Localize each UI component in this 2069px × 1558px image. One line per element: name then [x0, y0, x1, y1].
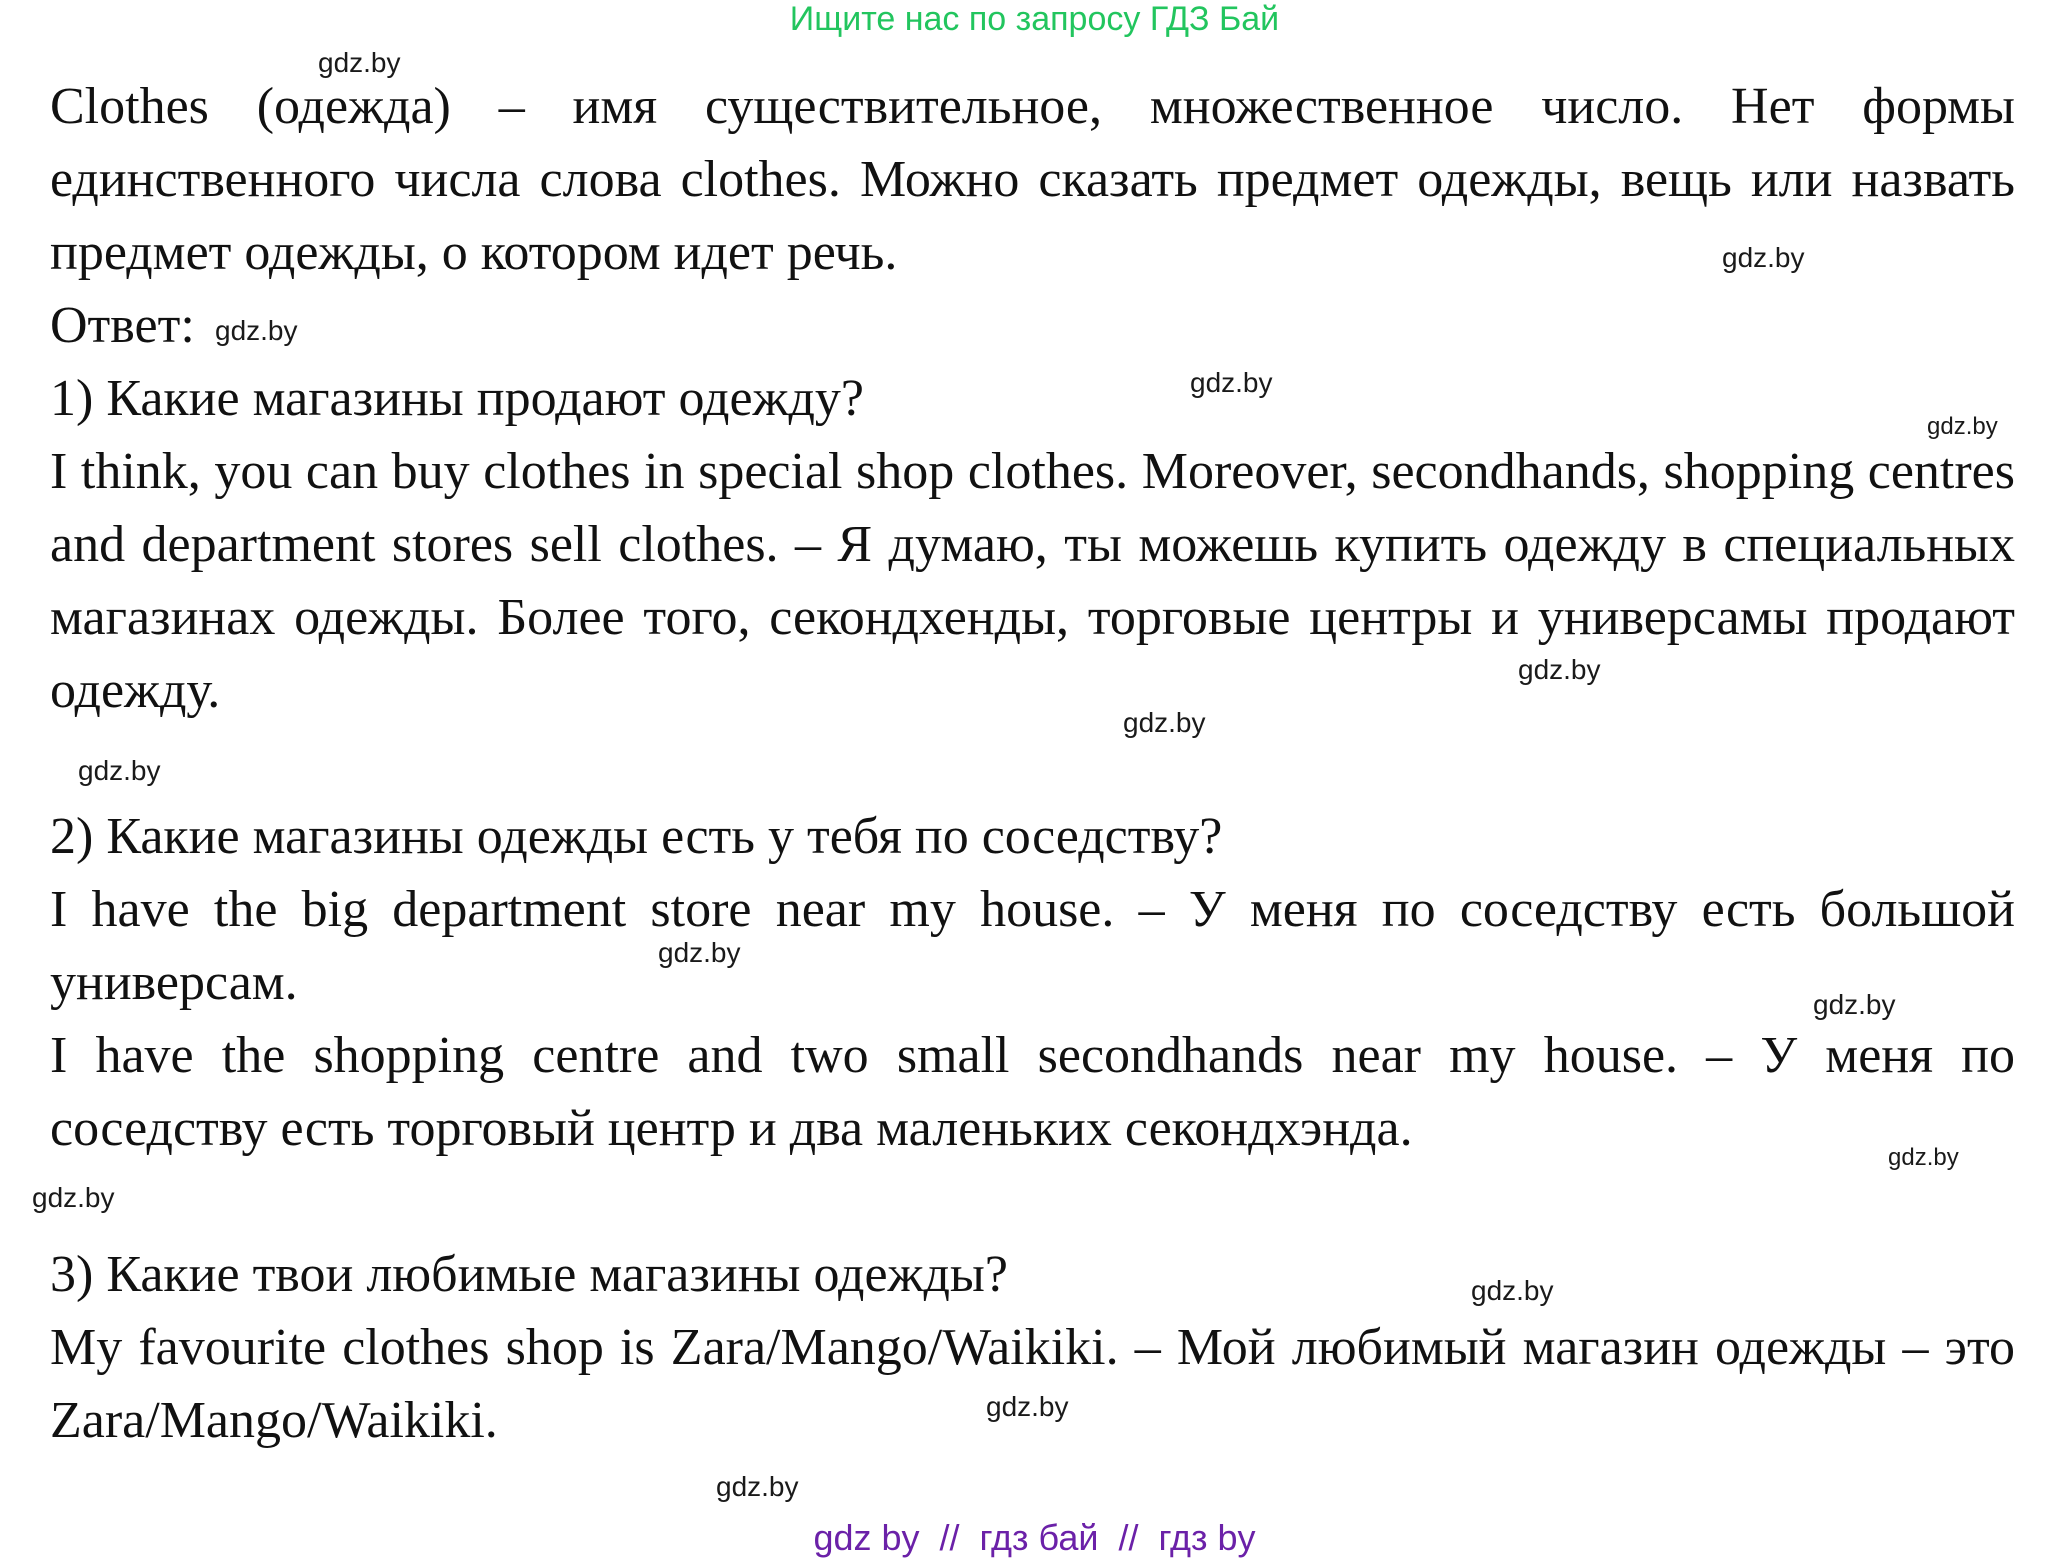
- answer-2-first: I have the big department store near my house. – У меня по соседству есть большой универсам.: [50, 881, 2015, 1011]
- watermark: gdz.by: [215, 315, 298, 346]
- watermark: gdz.by: [78, 755, 161, 786]
- search-hint-banner[interactable]: Ищите нас по запросу ГДЗ Бай: [789, 0, 1280, 38]
- question-2: 2) Какие магазины одежды есть у тебя по соседству?: [50, 808, 1223, 865]
- question-1: 1) Какие магазины продают одежду?: [50, 370, 864, 427]
- question-3: 3) Какие твои любимые магазины одежды?: [50, 1246, 1008, 1303]
- watermark: gdz.by: [658, 937, 741, 968]
- answer-1: I think, you can buy clothes in special shop clothes. Moreover, secondhands, shopping centres and department stores sell clothes. – Я думаю, ты можешь купить одежду в специальных магазинах одежды. Более того, секондхенды, торговые центры и универсамы продают одежду.: [50, 443, 2015, 719]
- watermark: gdz.by: [1518, 654, 1601, 685]
- watermark: gdz.by: [1888, 1144, 1959, 1171]
- watermark: gdz.by: [1813, 989, 1896, 1020]
- watermark: gdz.by: [1471, 1275, 1554, 1306]
- answer-2-second: I have the shopping centre and two small secondhands near my house. – У меня по соседству есть торговый центр и два маленьких секондхэнда.: [50, 1027, 2015, 1157]
- answer-label: Ответ:: [50, 297, 195, 354]
- watermark: gdz.by: [318, 47, 401, 78]
- watermark: gdz.by: [1927, 413, 1998, 440]
- intro-paragraph: Clothes (одежда) – имя существительное, множественное число. Нет формы единственного числа слова clothes. Можно сказать предмет одежды, вещь или назвать предмет одежды, о котором идет речь.: [50, 78, 2015, 281]
- answer-3: My favourite clothes shop is Zara/Mango/Waikiki. – Мой любимый магазин одежды – это Zara/Mango/Waikiki.: [50, 1319, 2015, 1449]
- watermark: gdz.by: [1123, 707, 1206, 738]
- watermark: gdz.by: [32, 1182, 115, 1213]
- watermark: gdz.by: [986, 1391, 1069, 1422]
- watermark: gdz.by: [1190, 367, 1273, 398]
- watermark: gdz.by: [716, 1471, 799, 1502]
- watermark: gdz.by: [1722, 242, 1805, 273]
- footer-links[interactable]: gdz by // гдз бай // гдз by: [813, 1517, 1256, 1558]
- document-body: [50, 70, 2015, 1457]
